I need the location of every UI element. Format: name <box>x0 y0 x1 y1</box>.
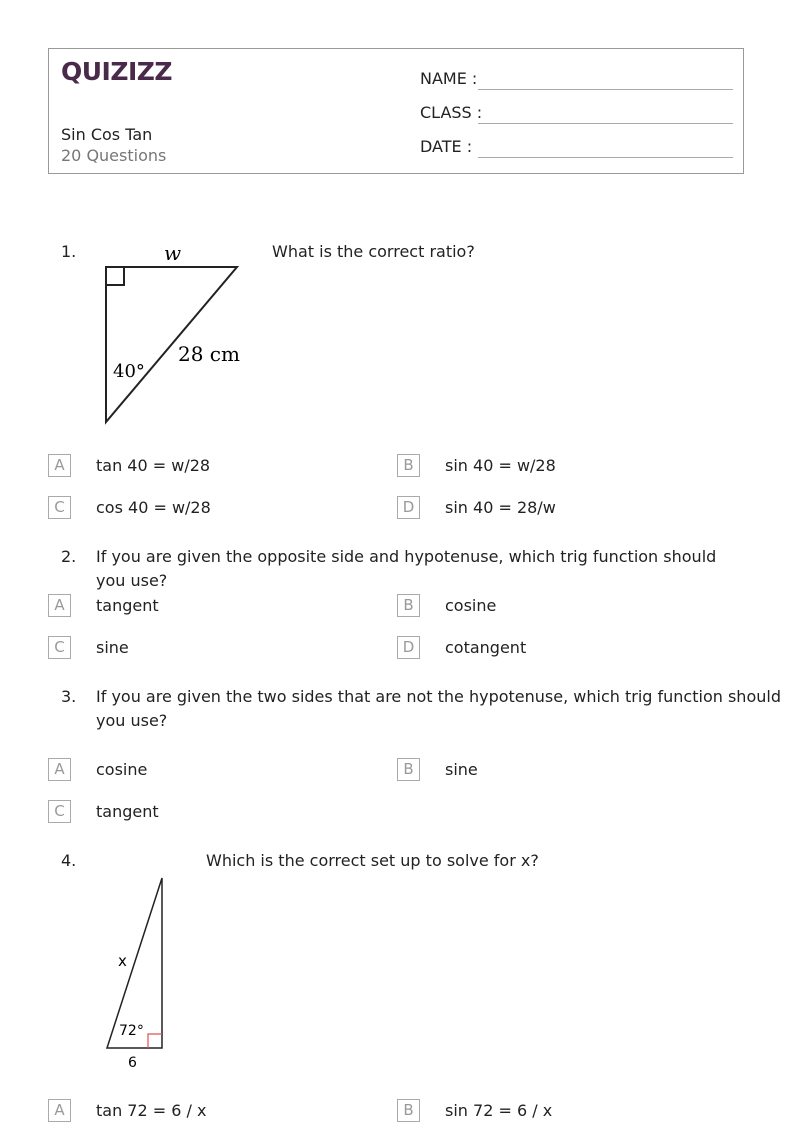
option-c-text: sine <box>96 638 129 657</box>
question-1-text: What is the correct ratio? <box>272 242 475 261</box>
option-c-box[interactable]: C <box>48 800 71 823</box>
option-a-box[interactable]: A <box>48 1099 71 1122</box>
option-d-box[interactable]: D <box>397 496 420 519</box>
option-b-box[interactable]: B <box>397 758 420 781</box>
option-a-text: tan 72 = 6 / x <box>96 1101 207 1120</box>
option-d-text: cotangent <box>445 638 527 657</box>
option-a-box[interactable]: A <box>48 758 71 781</box>
option-c-box[interactable]: C <box>48 636 71 659</box>
option-d-box[interactable]: D <box>397 636 420 659</box>
question-3-text-line1: If you are given the two sides that are not the hypotenuse, which trig function should <box>96 687 781 706</box>
base-label: 6 <box>128 1055 137 1071</box>
date-line <box>478 157 733 158</box>
worksheet-title: Sin Cos Tan <box>61 125 153 144</box>
option-a-text: cosine <box>96 760 148 779</box>
hypotenuse-x-label: x <box>118 952 127 970</box>
question-1-triangle-figure <box>96 238 256 428</box>
question-count: 20 Questions <box>61 146 167 165</box>
option-b-text: sin 72 = 6 / x <box>445 1101 553 1120</box>
question-2-text: If you are given the opposite side and hypotenuse, which trig function should you use? <box>96 547 717 590</box>
name-label: NAME : <box>420 69 478 88</box>
worksheet-header <box>48 48 744 174</box>
option-b-box[interactable]: B <box>397 1099 420 1122</box>
question-2-number: 2. <box>61 547 77 566</box>
question-4-number: 4. <box>61 851 77 870</box>
question-3-text-line2: you use? <box>96 711 168 730</box>
hypotenuse-label: 28 cm <box>178 342 240 366</box>
angle-label: 72° <box>119 1023 144 1039</box>
question-4-text: Which is the correct set up to solve for x? <box>206 851 539 870</box>
date-label: DATE : <box>420 137 473 156</box>
quizizz-logo: QUIZIZZ <box>61 57 173 86</box>
option-a-box[interactable]: A <box>48 594 71 617</box>
option-c-box[interactable]: C <box>48 496 71 519</box>
question-1-number: 1. <box>61 242 77 261</box>
class-line <box>478 123 733 124</box>
name-line <box>478 89 733 90</box>
option-c-text: tangent <box>96 802 159 821</box>
option-b-box[interactable]: B <box>397 454 420 477</box>
option-c-text: cos 40 = w/28 <box>96 498 211 517</box>
option-b-box[interactable]: B <box>397 594 420 617</box>
option-b-text: sin 40 = w/28 <box>445 456 556 475</box>
option-d-text: sin 40 = 28/w <box>445 498 556 517</box>
option-a-text: tan 40 = w/28 <box>96 456 211 475</box>
angle-label: 40° <box>113 361 145 382</box>
question-4-triangle-figure <box>96 870 186 1075</box>
right-angle-marker <box>148 1034 162 1048</box>
class-label: CLASS : <box>420 103 483 122</box>
side-w-label: w <box>164 241 182 265</box>
right-angle-marker <box>106 267 124 285</box>
option-b-text: cosine <box>445 596 497 615</box>
question-3-number: 3. <box>61 687 77 706</box>
option-a-box[interactable]: A <box>48 454 71 477</box>
option-b-text: sine <box>445 760 478 779</box>
option-a-text: tangent <box>96 596 159 615</box>
